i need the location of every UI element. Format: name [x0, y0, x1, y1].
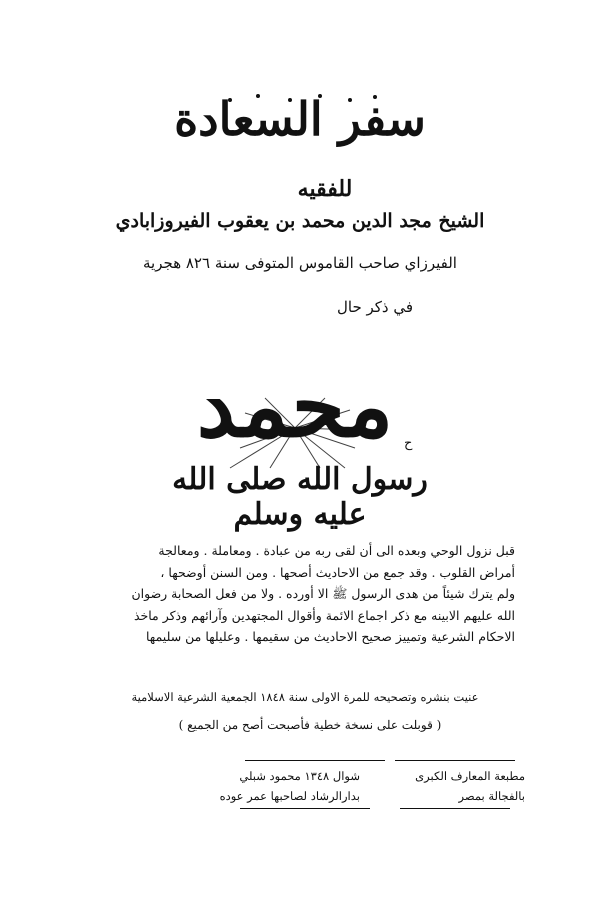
printer-location: بالفجالة بمصر — [458, 789, 525, 803]
printer-name: مطبعة المعارف الكبرى — [415, 769, 525, 783]
description-line: قبل نزول الوحي وبعده الى أن لقى ربه من عبادة . ومعاملة . ومعالجة — [158, 543, 515, 558]
divider-rule-right — [395, 760, 515, 761]
publication-note: عنيت بنشره وتصحيحه للمرة الاولى سنة ١٨٤٨ الجمعية الشرعية الاسلامية — [131, 690, 479, 704]
author-name: الشيخ مجد الدين محمد بن يعقوب الفيروزابادي — [115, 210, 485, 232]
collation-note: ( قوبلت على نسخة خطية فأصبحت أصح من الجميع ) — [178, 718, 442, 732]
fi-dhikr-label: في ذكر حال — [336, 298, 414, 316]
divider-rule-left — [245, 760, 385, 761]
description-paragraph — [110, 540, 515, 648]
publisher-house: بدارالرشاد لصاحبها عمر عوده — [219, 789, 360, 803]
book-title: سفر السعادة — [174, 92, 426, 146]
description-line: ولم يترك شيئاً من هدى الرسول ﷺ الا أورده . ولا من فعل الصحابة رضوان — [131, 586, 515, 601]
calligraphy-name-text: محمد — [196, 356, 394, 457]
description-line: أمراض القلوب . وقد جمع من الاحاديث أصحها . ومن السنن أوضحها ، — [160, 564, 515, 580]
muhammad-calligraphy-emblem — [170, 318, 420, 478]
author-note: الفيرزاي صاحب القاموس المتوفى سنة ٨٢٦ هجرية — [143, 254, 457, 272]
publisher-underline — [240, 808, 370, 809]
publisher-block — [200, 766, 360, 806]
rasul-allah-line: رسول الله صلى الله عليه وسلم — [172, 462, 428, 532]
lil-faqih-label: للفقيه — [297, 176, 353, 202]
description-line: الاحكام الشرعية وتمييز صحيح الاحاديث من سقيمها . وعليلها من سليمها — [146, 629, 515, 644]
printer-underline — [400, 808, 510, 809]
description-line: الله عليهم الابينه مع ذكر اجماع الائمة وأقوال المجتهدين وآرائهم وذكر ماخذ — [133, 607, 515, 623]
printer-block — [365, 766, 525, 806]
publisher-date: شوال ١٣٤٨ محمود شبلي — [239, 769, 360, 783]
calligraphy-small-letter: ح — [404, 436, 413, 451]
